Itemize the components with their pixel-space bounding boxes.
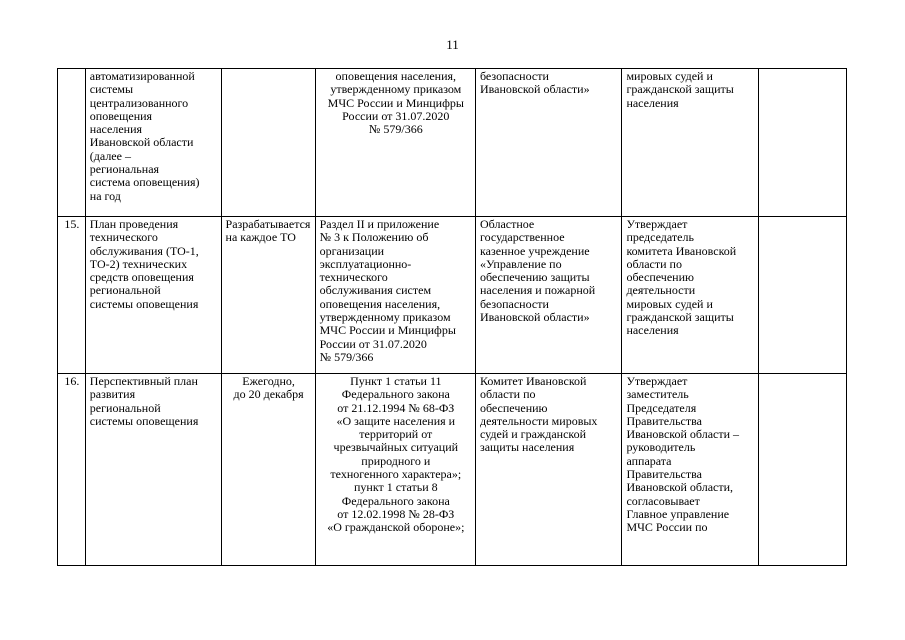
note (759, 374, 847, 566)
responsible-developer: Областное государственное казенное учреждение «Управление по обеспечению защиты населения и пожарной безопасности Ивановской области» (475, 217, 621, 374)
table-row (58, 69, 847, 217)
approval-procedure: Утверждает председатель комитета Ивановской области по обеспечению деятельности мировых судей и гражданской защиты населения (622, 217, 759, 374)
plans-table (57, 68, 847, 566)
document-name: План проведения технического обслуживания (ТО-1, ТО-2) технических средств оповещения региональной системы оповещения (85, 217, 221, 374)
note (759, 217, 847, 374)
legal-basis: оповещения населения, утвержденному приказом МЧС России и Минцифры России от 31.07.2020 № 579/366 (315, 69, 475, 217)
row-number: 16. (58, 374, 86, 566)
development-term: Ежегодно, до 20 декабря (221, 374, 315, 566)
document-name: Перспективный план развития региональной системы оповещения (85, 374, 221, 566)
row-number: 15. (58, 217, 86, 374)
legal-basis (315, 374, 475, 566)
page-number: 11 (446, 37, 459, 52)
table-row (58, 374, 847, 566)
legal-basis-item: пункт 1 статьи 8 Федерального закона от 12.02.1998 № 28-ФЗ «О гражданской обороне»; (327, 480, 465, 535)
legal-basis: Раздел II и приложение № 3 к Положению об организации эксплуатационно- технического обслуживания систем оповещения населения, утвержденному приказом МЧС России и Минцифры России от 31.07.2020 № 579/366 (315, 217, 475, 374)
legal-basis-item: Пункт 1 статьи 11 Федерального закона от 21.12.1994 № 68-ФЗ «О защите населения и территорий от чрезвычайных ситуаций природного и техногенного характера»; (330, 374, 462, 482)
table-row (58, 217, 847, 374)
responsible-developer: безопасности Ивановской области» (475, 69, 621, 217)
approval-procedure: Утверждает заместитель Председателя Правительства Ивановской области – руководитель аппарата Правительства Ивановской области, согласовывает Главное управление МЧС России по (622, 374, 759, 566)
document-name: автоматизированной системы централизованного оповещения населения Ивановской области (далее – региональная система оповещения) на год (85, 69, 221, 217)
development-term: Разрабатывается на каждое ТО (221, 217, 315, 374)
approval-procedure: мировых судей и гражданской защиты населения (622, 69, 759, 217)
row-number (58, 69, 86, 217)
development-term (221, 69, 315, 217)
note (759, 69, 847, 217)
responsible-developer: Комитет Ивановской области по обеспечению деятельности мировых судей и гражданской защиты населения (475, 374, 621, 566)
